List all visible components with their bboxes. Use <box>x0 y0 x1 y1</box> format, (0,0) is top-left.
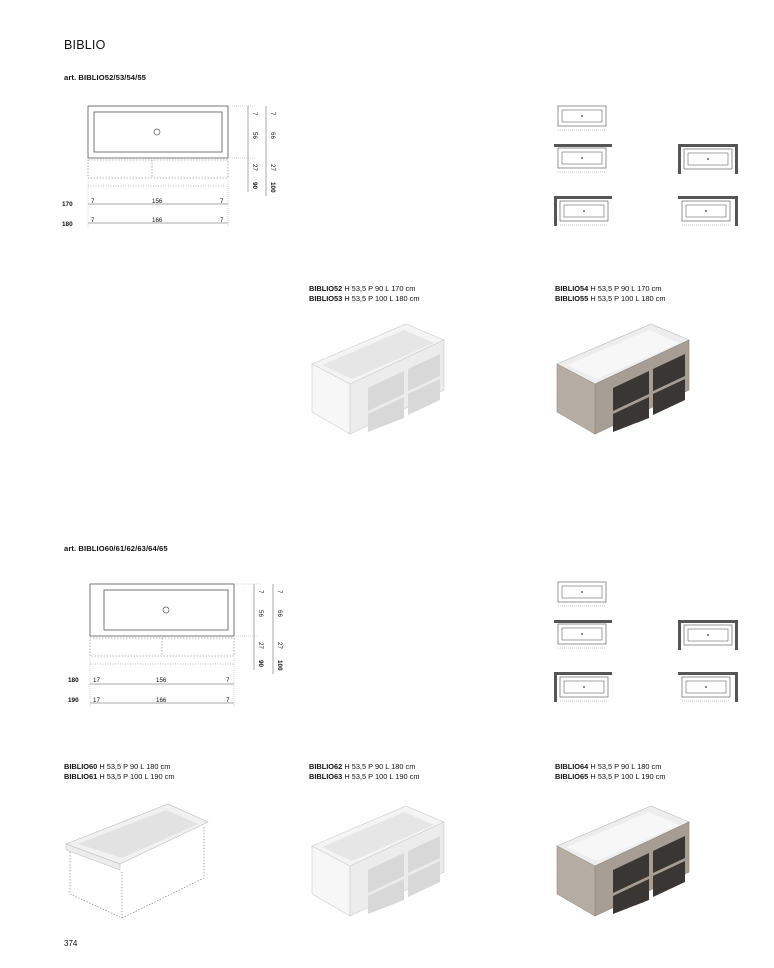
dim-side-low: 27 <box>251 164 258 171</box>
product-code: BIBLIO65 <box>555 772 589 781</box>
dim-side-mid: 56 <box>257 610 264 617</box>
bathtub-image-white-shelves <box>310 318 445 436</box>
dim-side2-total: 100 <box>269 182 276 193</box>
page-title: BIBLIO <box>64 38 106 52</box>
technical-drawing-1 <box>60 100 290 235</box>
installation-variants-1 <box>552 104 742 232</box>
product-spec: H 53,5 P 90 L 170 cm <box>342 284 416 293</box>
dim-row2-mid: 166 <box>152 217 163 224</box>
product-caption-biblio62-63 <box>309 762 420 782</box>
dim-row2-right: 7 <box>220 217 224 224</box>
product-code: BIBLIO52 <box>309 284 343 293</box>
product-spec: H 53,5 P 90 L 180 cm <box>342 762 416 771</box>
article-heading-2: art. BIBLIO60/61/62/63/64/65 <box>64 544 168 553</box>
product-code: BIBLIO60 <box>64 762 98 771</box>
product-caption-biblio52-53 <box>309 284 420 304</box>
dim-side2-mid: 66 <box>269 132 276 139</box>
dim-row2-label: 180 <box>62 221 73 228</box>
dim-side-total: 90 <box>251 182 258 190</box>
dim-side2-top: 7 <box>269 112 276 116</box>
variant-back-wall <box>554 144 612 172</box>
product-spec: H 53,5 P 100 L 190 cm <box>342 772 420 781</box>
dim-side2-total: 100 <box>276 660 283 671</box>
technical-drawing-2 <box>60 576 295 711</box>
installation-variants-2 <box>552 580 742 708</box>
dim-row1-label: 170 <box>62 201 73 208</box>
product-spec: H 53,5 P 100 L 180 cm <box>588 294 666 303</box>
product-code: BIBLIO55 <box>555 294 589 303</box>
product-code: BIBLIO62 <box>309 762 343 771</box>
product-code: BIBLIO64 <box>555 762 589 771</box>
dim-row2-left: 7 <box>91 217 95 224</box>
variant-niche <box>678 620 738 650</box>
product-caption-biblio60-61 <box>64 762 175 782</box>
variant-corner-left <box>554 672 612 702</box>
product-code: BIBLIO61 <box>64 772 98 781</box>
product-spec: H 53,5 P 100 L 190 cm <box>588 772 666 781</box>
dim-side-top: 7 <box>257 590 264 594</box>
dim-row1-mid: 156 <box>152 198 163 205</box>
product-spec: H 53,5 P 90 L 180 cm <box>588 762 662 771</box>
variant-freestanding <box>558 106 606 130</box>
dim-row1-mid: 156 <box>156 677 167 684</box>
side-dimensions-1 <box>251 112 276 193</box>
dim-row1-label: 180 <box>68 677 79 684</box>
bathtub-image-wood-shelves <box>555 318 690 436</box>
variant-niche <box>678 144 738 174</box>
dim-side-total: 90 <box>257 660 264 668</box>
variant-freestanding <box>558 582 606 606</box>
article-heading-1: art. BIBLIO52/53/54/55 <box>64 73 146 82</box>
bathtub-image-wood-shelves-2 <box>555 800 690 918</box>
product-code: BIBLIO63 <box>309 772 343 781</box>
product-spec: H 53,5 P 90 L 180 cm <box>97 762 171 771</box>
variant-back-wall <box>554 620 612 648</box>
product-spec: H 53,5 P 100 L 190 cm <box>97 772 175 781</box>
dim-row1-right: 7 <box>220 198 224 205</box>
dim-row2-label: 190 <box>68 697 79 704</box>
bathtub-image-white-shelves-2 <box>310 800 445 918</box>
page-number: 374 <box>64 939 78 948</box>
dim-row1-left: 17 <box>93 677 100 684</box>
product-caption-biblio64-65 <box>555 762 666 782</box>
dim-side-top: 7 <box>251 112 258 116</box>
dim-row2-left: 17 <box>93 697 100 704</box>
dim-side-mid: 56 <box>251 132 258 139</box>
side-dimensions-2 <box>257 590 283 671</box>
bathtub-image-built-in <box>64 798 209 920</box>
variant-corner-right <box>678 196 738 226</box>
product-code: BIBLIO53 <box>309 294 343 303</box>
dim-row2-mid: 166 <box>156 697 167 704</box>
dim-side2-low: 27 <box>269 164 276 171</box>
dim-side2-top: 7 <box>276 590 283 594</box>
dim-row1-right: 7 <box>226 677 230 684</box>
dim-side-low: 27 <box>257 642 264 649</box>
variant-corner-right <box>678 672 738 702</box>
product-spec: H 53,5 P 100 L 180 cm <box>342 294 420 303</box>
product-code: BIBLIO54 <box>555 284 589 293</box>
product-caption-biblio54-55 <box>555 284 666 304</box>
product-spec: H 53,5 P 90 L 170 cm <box>588 284 662 293</box>
variant-corner-left <box>554 196 612 226</box>
dim-side2-low: 27 <box>276 642 283 649</box>
dim-row2-right: 7 <box>226 697 230 704</box>
dim-row1-left: 7 <box>91 198 95 205</box>
dim-side2-mid: 66 <box>276 610 283 617</box>
